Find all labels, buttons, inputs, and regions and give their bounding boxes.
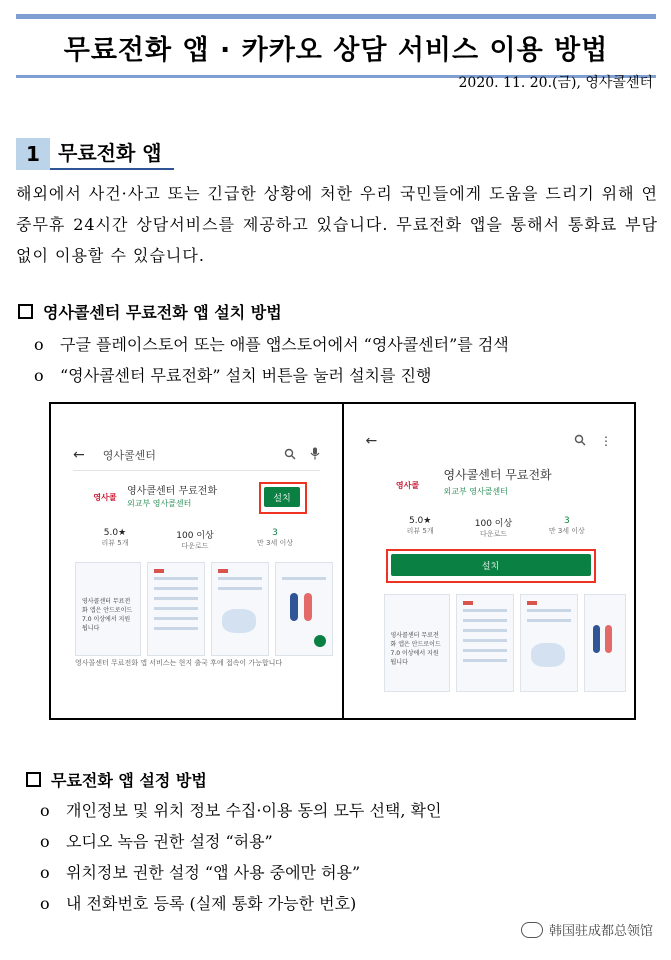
preview-card-text: 영사콜센터 무료전화 앱은 안드로이드 7.0 이상에서 지원됩니다 xyxy=(82,598,133,632)
downloads-sub: 다운로드 xyxy=(479,530,508,538)
preview-card xyxy=(456,594,514,692)
downloads: 100 이상 xyxy=(176,531,214,541)
search-text: 영사콜센터 xyxy=(102,449,156,462)
search-bar[interactable] xyxy=(73,440,320,471)
install-heading-text: 영사콜센터 무료전화 앱 설치 방법 xyxy=(43,303,282,322)
rating: 5.0★ xyxy=(408,516,432,526)
install-button[interactable]: 설치 xyxy=(264,487,300,507)
wechat-icon xyxy=(521,922,543,938)
checkbox-square-icon xyxy=(26,772,41,787)
preview-card xyxy=(584,594,626,692)
age-sub: 만 3세 이상 xyxy=(257,539,293,547)
rating-sub: 리뷰 5개 xyxy=(406,527,434,535)
app-logo-icon: 영사콜 xyxy=(395,480,420,490)
watermark-text: 韩国驻成都总领馆 xyxy=(548,924,653,939)
preview-card xyxy=(520,594,578,692)
search-icon[interactable] xyxy=(574,434,586,449)
list-item-text: 구글 플레이스토어 또는 애플 앱스토어에서 “영사콜센터”를 검색 xyxy=(60,335,509,354)
preview-card xyxy=(211,562,269,656)
list-item xyxy=(34,329,509,360)
age-rating: 3 xyxy=(272,528,278,538)
bullet-marker: o xyxy=(40,894,50,913)
list-item-text: 위치정보 권한 설정 “앱 사용 중에만 허용” xyxy=(66,863,361,882)
more-vert-icon[interactable]: ⋮ xyxy=(600,434,612,448)
install-heading xyxy=(18,300,282,323)
bullet-marker: o xyxy=(40,863,50,882)
mic-icon[interactable] xyxy=(310,447,320,463)
downloads: 100 이상 xyxy=(474,519,513,529)
app-note: 영사콜센터 무료전화 앱 서비스는 현지 출국 후에 접속이 가능합니다 xyxy=(75,659,283,667)
app-developer: 외교부 영사콜센터 xyxy=(127,499,192,508)
screenshot-right xyxy=(342,404,635,718)
bullet-marker: o xyxy=(40,832,50,851)
list-item xyxy=(40,888,441,919)
settings-heading-text: 무료전화 앱 설정 방법 xyxy=(51,771,207,790)
watermark xyxy=(521,920,653,939)
back-arrow-icon[interactable]: ← xyxy=(365,433,378,449)
bullet-marker: o xyxy=(34,366,44,385)
settings-heading xyxy=(26,768,207,791)
rating-sub: 리뷰 5개 xyxy=(101,539,129,547)
section-1-paragraph: 해외에서 사건·사고 또는 긴급한 상황에 처한 우리 국민들에게 도움을 드리기 위해 연중무휴 24시간 상담서비스를 제공하고 있습니다. 무료전화 앱을 통해서 통화료 부담 없이 이용할 수 있습니다. xyxy=(16,184,658,265)
title-block xyxy=(16,14,656,78)
preview-cards xyxy=(384,594,626,692)
list-item-text: 개인정보 및 위치 정보 수집·이용 동의 모두 선택, 확인 xyxy=(66,801,442,820)
list-item-text: 내 전화번호 등록 (실제 통화 가능한 번호) xyxy=(66,894,357,913)
install-button[interactable]: 설치 xyxy=(391,554,591,576)
list-item-text: 오디오 녹음 권한 설정 “허용” xyxy=(66,832,273,851)
search-icon[interactable] xyxy=(284,448,296,463)
app-name: 영사콜센터 무료전화 xyxy=(443,468,552,482)
age-sub: 만 3세 이상 xyxy=(548,527,585,535)
settings-list xyxy=(40,795,441,919)
bullet-marker: o xyxy=(40,801,50,820)
screenshot-left xyxy=(51,404,342,718)
rating: 5.0★ xyxy=(103,528,127,538)
back-arrow-icon[interactable]: ← xyxy=(73,447,85,463)
app-stats xyxy=(75,528,315,551)
list-item xyxy=(40,795,441,826)
section-number: 1 xyxy=(16,138,50,170)
list-item xyxy=(34,360,509,391)
downloads-sub: 다운로드 xyxy=(181,542,209,550)
app-stats xyxy=(384,516,604,539)
section-1-header xyxy=(16,138,174,170)
age-rating: 3 xyxy=(563,516,570,526)
preview-card xyxy=(147,562,205,656)
list-item-text: “영사콜센터 무료전화” 설치 버튼을 눌러 설치를 진행 xyxy=(60,366,432,385)
checkbox-square-icon xyxy=(18,304,33,319)
app-developer: 외교부 영사콜센터 xyxy=(443,487,508,496)
list-item xyxy=(40,826,441,857)
install-list xyxy=(34,329,509,391)
document-date: 2020. 11. 20.(금), 영사콜센터 xyxy=(458,75,653,91)
page-title: 무료전화 앱 · 카카오 상담 서비스 이용 방법 xyxy=(63,35,609,66)
top-bar xyxy=(366,426,613,456)
preview-card-text: 영사콜센터 무료전화 앱은 안드로이드 7.0 이상에서 지원됩니다 xyxy=(390,632,441,666)
list-item xyxy=(40,857,441,888)
preview-card xyxy=(275,562,333,656)
preview-card xyxy=(384,594,450,692)
bullet-marker: o xyxy=(34,335,44,354)
section-title: 무료전화 앱 xyxy=(50,138,174,170)
preview-cards xyxy=(75,562,333,656)
preview-card xyxy=(75,562,141,656)
app-name: 영사콜센터 무료전화 xyxy=(127,486,218,497)
app-logo-icon: 영사콜 xyxy=(93,492,117,502)
app-screenshots xyxy=(49,402,636,720)
